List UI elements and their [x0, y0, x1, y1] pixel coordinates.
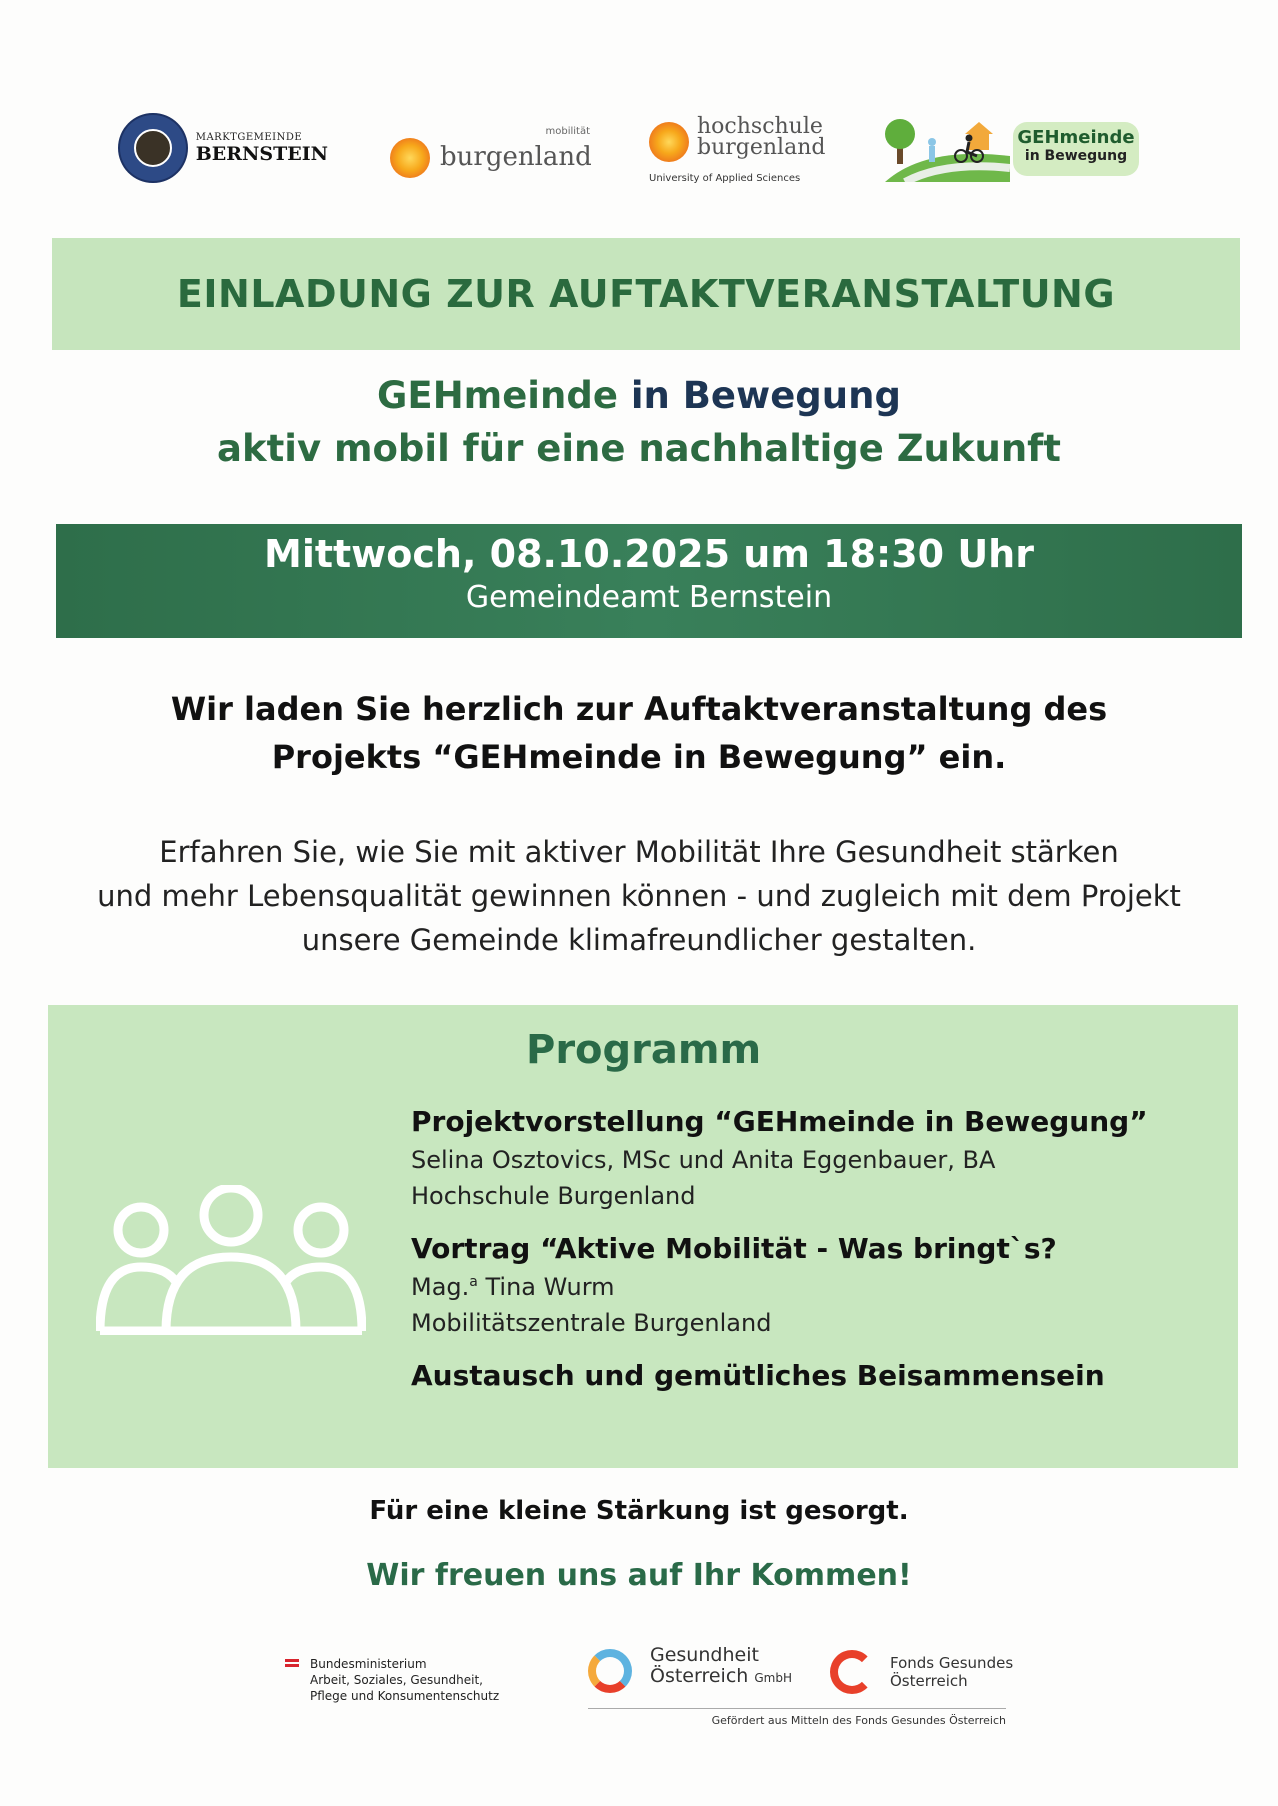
logo-bundesministerium	[285, 1656, 545, 1704]
title-blue-part: in Bewegung	[630, 374, 901, 417]
logo-bernstein-small: MARKTGEMEINDE	[195, 131, 303, 143]
refreshments-note: Für eine kleine Stärkung ist gesorgt.	[369, 1496, 909, 1526]
logo-hochschule-burgenland	[647, 116, 847, 192]
program-item-speakers	[411, 1273, 1211, 1301]
fgoe-ring-icon	[830, 1650, 874, 1694]
program-item-organization: Hochschule Burgenland	[411, 1182, 696, 1210]
program-title: Programm	[526, 1027, 762, 1073]
fgoe-line2: Österreich	[890, 1672, 968, 1690]
logo-gehmeinde-in-bewegung	[885, 116, 1155, 186]
gehmeinde-badge-line2: in Bewegung	[1024, 148, 1128, 164]
sun-logo-icon	[649, 122, 689, 162]
event-banner	[56, 524, 1242, 638]
logo-marktgemeinde-bernstein	[118, 108, 328, 188]
page-subtitle: aktiv mobil für eine nachhaltige Zukunft	[217, 427, 1061, 470]
speaker-title: Mag.	[411, 1273, 470, 1301]
event-datetime: Mittwoch, 08.10.2025 um 18:30 Uhr	[264, 532, 1034, 576]
logo-gesundheit-oesterreich	[588, 1645, 838, 1705]
program-box	[48, 1005, 1238, 1468]
program-item	[411, 1232, 1211, 1337]
goeg-ring-icon	[588, 1649, 632, 1693]
footer-divider	[588, 1708, 1006, 1709]
goeg-line2: Österreich	[650, 1665, 749, 1687]
description-line: und mehr Lebensqualität gewinnen können - und zugleich mit dem Projekt	[97, 879, 1181, 913]
walking-cycling-scene-icon	[885, 116, 1010, 182]
event-location: Gemeindeamt Bernstein	[465, 580, 833, 615]
program-item-title: Projektvorstellung “GEHmeinde in Bewegung”	[411, 1105, 1148, 1138]
logo-hochschule-line1: hochschule	[697, 114, 823, 139]
invitation-line: Wir laden Sie herzlich zur Auftaktveranstaltung des	[170, 690, 1108, 728]
austria-flag-icon	[285, 1659, 299, 1667]
invitation-text	[0, 685, 1278, 781]
goeg-suffix: GmbH	[754, 1671, 793, 1685]
closing-text: Wir freuen uns auf Ihr Kommen!	[366, 1558, 912, 1593]
description-line: unsere Gemeinde klimafreundlicher gestalten.	[301, 923, 977, 957]
logo-fonds-gesundes-oesterreich	[830, 1648, 1030, 1704]
logo-bernstein-big: BERNSTEIN	[195, 142, 328, 165]
logo-mobilitaet-burgenland	[390, 120, 600, 190]
speaker-name: Tina Wurm	[477, 1273, 615, 1301]
description-paragraph	[0, 830, 1278, 962]
sun-logo-icon	[390, 138, 430, 178]
logo-hochschule-sub: University of Applied Sciences	[649, 173, 801, 184]
goeg-line1: Gesundheit	[650, 1644, 759, 1666]
gehmeinde-badge	[1013, 122, 1139, 176]
funding-note: Gefördert aus Mitteln des Fonds Gesundes Österreich	[711, 1714, 1006, 1727]
program-list	[411, 1105, 1211, 1392]
program-item	[411, 1105, 1211, 1210]
program-item	[411, 1359, 1211, 1392]
program-item-speakers: Selina Osztovics, MSc und Anita Eggenbauer, BA	[411, 1146, 996, 1174]
invitation-line: Projekts “GEHmeinde in Bewegung” ein.	[271, 738, 1007, 776]
description-line: Erfahren Sie, wie Sie mit aktiver Mobilität Ihre Gesundheit stärken	[159, 835, 1119, 869]
header-banner	[52, 238, 1240, 350]
speaker-title-sup: a	[469, 1274, 478, 1290]
logo-mobilitaet-small: mobilität	[545, 126, 590, 137]
gehmeinde-badge-line1: GEHmeinde	[1017, 127, 1135, 148]
program-item-title: Austausch und gemütliches Beisammensein	[411, 1359, 1105, 1392]
ministry-line: Bundesministerium	[310, 1657, 427, 1671]
ministry-line: Arbeit, Soziales, Gesundheit,	[310, 1673, 483, 1687]
logo-mobilitaet-big: burgenland	[440, 142, 592, 172]
fgoe-line1: Fonds Gesundes	[890, 1654, 1014, 1672]
program-item-title: Vortrag “Aktive Mobilität - Was bringt`s?	[411, 1232, 1057, 1265]
ministry-line: Pflege und Konsumentenschutz	[310, 1689, 500, 1703]
people-group-icon	[96, 1185, 366, 1335]
header-banner-text: EINLADUNG ZUR AUFTAKTVERANSTALTUNG	[176, 272, 1116, 316]
municipal-seal-icon	[118, 113, 188, 183]
title-green-part: GEHmeinde	[377, 374, 618, 417]
program-item-organization: Mobilitätszentrale Burgenland	[411, 1309, 772, 1337]
logo-hochschule-line2: burgenland	[697, 135, 826, 160]
page-title	[0, 374, 1278, 470]
